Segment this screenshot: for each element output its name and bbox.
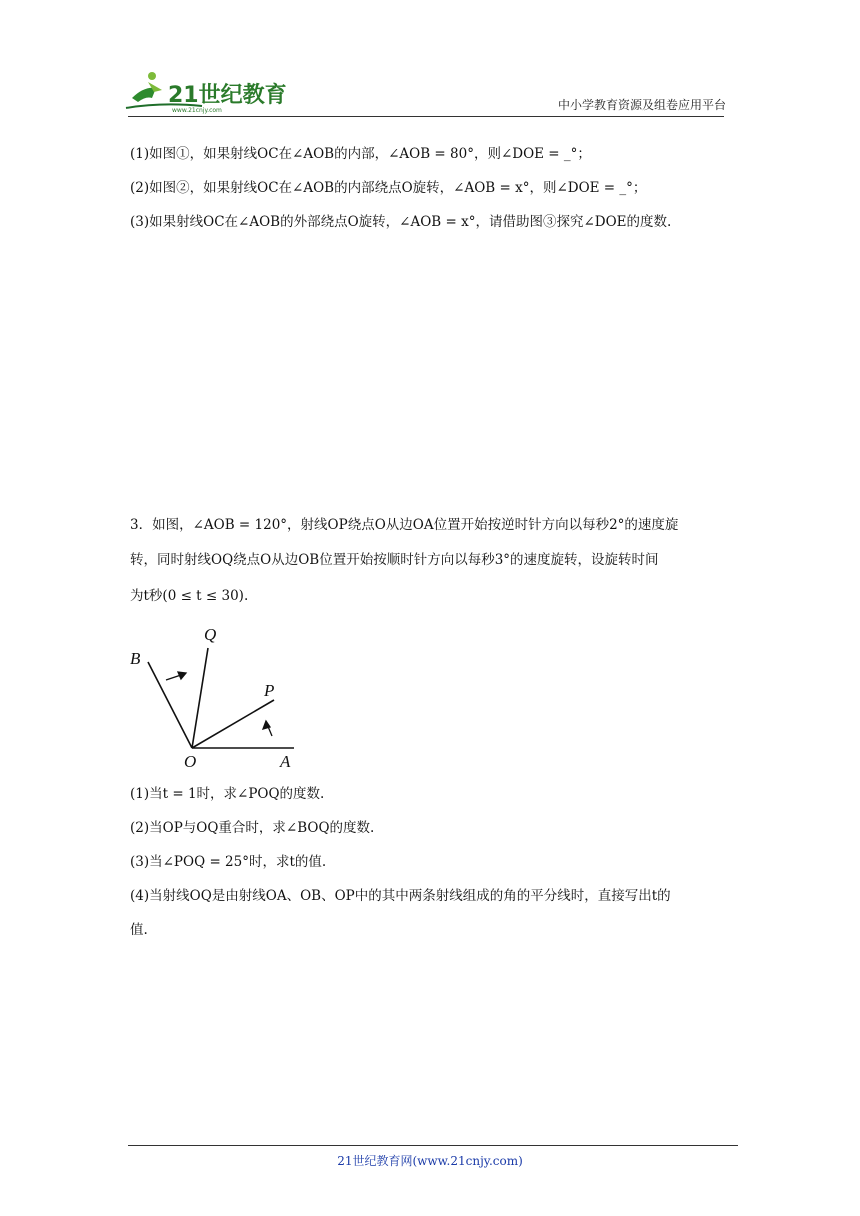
q3-part-4: (4)当射线OQ是由射线OA、OB、OP中的其中两条射线组成的角的平分线时，直接写出t的 [130,888,671,904]
ray-ob [148,662,192,748]
platform-name: 中小学教育资源及组卷应用平台 [557,98,726,112]
site-logo [122,68,292,114]
label-a: A [280,752,291,770]
svg-text:21世纪教育: 21世纪教育 [168,83,287,108]
q3-part-2: (2)当OP与OQ重合时，求∠BOQ的度数. [130,820,375,836]
ray-oq [192,648,208,748]
label-b: B [130,649,141,668]
angle-figure [126,620,306,770]
arrow-op-rotation [263,721,272,736]
q3-part-1: (1)当t = 1时，求∠POQ的度数. [130,786,325,802]
label-p: P [264,681,275,700]
footer-divider [128,1145,738,1146]
q2-part-3: (3)如果射线OC在∠AOB的外部绕点O旋转，∠AOB = x°，请借助图③探究∠DOE的度数. [130,214,672,230]
q2-part-2: (2)如图②，如果射线OC在∠AOB的内部绕点O旋转，∠AOB = x°，则∠DOE = _°； [130,180,647,196]
label-o: O [184,752,197,770]
arrow-oq-rotation [166,672,186,680]
ray-op [192,700,274,748]
q3-stem-line-1: 3．如图，∠AOB = 120°，射线OP绕点O从边OA位置开始按逆时针方向以每秒2°的速度旋 [130,517,679,533]
q3-stem-line-3: 为t秒(0 ≤ t ≤ 30). [130,588,249,604]
footer-link[interactable]: 21世纪教育网(www.21cnjy.com) [337,1154,523,1168]
q3-stem-line-2: 转，同时射线OQ绕点O从边OB位置开始按顺时针方向以每秒3°的速度旋转，设旋转时间 [130,552,659,568]
svg-text:www.21cnjy.com: www.21cnjy.com [172,107,222,114]
label-q: Q [204,625,217,644]
q3-part-3: (3)当∠POQ = 25°时，求t的值. [130,854,327,870]
q3-part-4-cont: 值. [130,922,148,938]
q2-part-1: (1)如图①，如果射线OC在∠AOB的内部，∠AOB = 80°，则∠DOE = _°； [130,146,591,162]
header-divider [128,116,724,117]
